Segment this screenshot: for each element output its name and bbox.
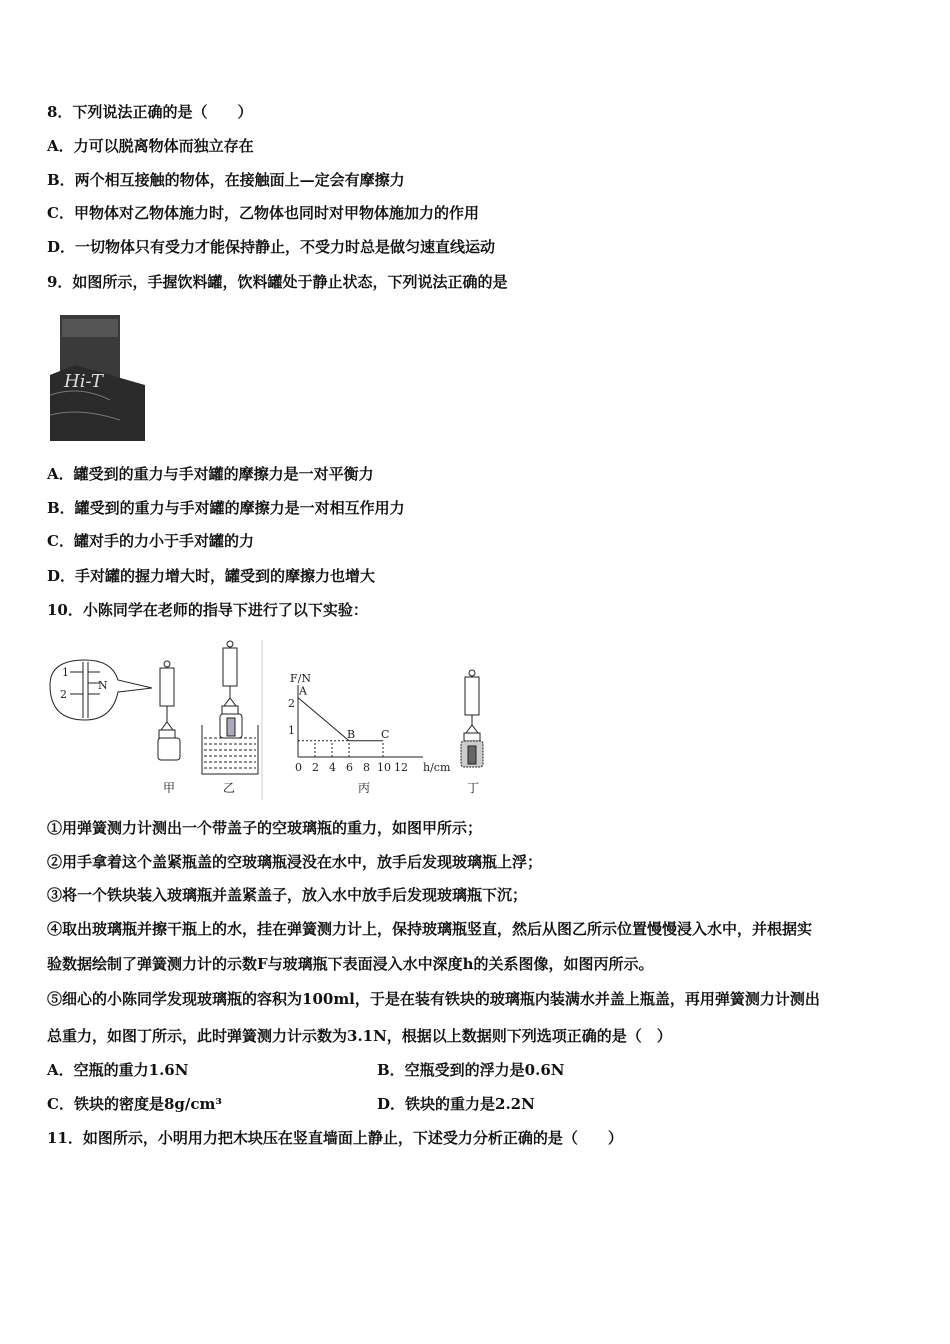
q10-step-5: ⑤细心的小陈同学发现玻璃瓶的容积为100ml，于是在装有铁块的玻璃瓶内装满水并盖上瓶盖，再用弹簧测力计测出 [47,990,820,1008]
q9-option-c: C．罐对手的力小于手对罐的力 [47,532,254,550]
scale-unit-n: N [98,679,108,692]
x-tick-label: 4 [329,761,336,774]
q9-option-a: A．罐受到的重力与手对罐的摩擦力是一对平衡力 [47,465,374,483]
x-tick-label: 10 [377,761,391,774]
q10-step-5-cont: 总重力，如图丁所示，此时弹簧测力计示数为3.1N，根据以上数据则下列选项正确的是（ ） [47,1027,672,1045]
q8-option-a: A．力可以脱离物体而独立存在 [47,137,254,155]
q10-step-4: ④取出玻璃瓶并擦干瓶上的水，挂在弹簧测力计上，保持玻璃瓶竖直，然后从图乙所示位置慢慢浸入水中，并根据实 [47,920,813,938]
q10-option-a: A．空瓶的重力1.6N [47,1061,189,1079]
scale-mark-1: 1 [62,666,69,679]
q10-step-4-cont: 验数据绘制了弹簧测力计的示数F与玻璃瓶下表面浸入水中深度h的关系图像，如图丙所示。 [47,955,654,973]
q10-stem: 10．小陈同学在老师的指导下进行了以下实验： [47,601,368,619]
scale-mark-2: 2 [60,688,67,701]
q11-stem: 11．如图所示，小明用力把木块压在竖直墙面上静止，下述受力分析正确的是（ ） [47,1129,623,1147]
q10-step-3: ③将一个铁块装入玻璃瓶并盖紧盖子，放入水中放手后发现玻璃瓶下沉； [47,886,528,904]
q8-option-b: B．两个相互接触的物体，在接触面上—定会有摩擦力 [47,171,405,189]
q8-option-c: C．甲物体对乙物体施力时，乙物体也同时对甲物体施加力的作用 [47,204,479,222]
q10-option-b: B．空瓶受到的浮力是0.6N [377,1061,565,1079]
experiment-figure [40,640,500,800]
q10-step-2: ②用手拿着这个盖紧瓶盖的空玻璃瓶浸没在水中，放手后发现玻璃瓶上浮； [47,853,543,871]
y-axis-label: F/N [290,672,311,685]
point-label: C [381,727,390,741]
q9-stem: 9．如图所示，手握饮料罐，饮料罐处于静止状态，下列说法正确的是 [47,273,508,291]
x-tick-label: 2 [312,761,319,774]
label-yi: 乙 [223,781,236,795]
x-tick-label: 12 [394,761,408,774]
q9-option-d: D．手对罐的握力增大时，罐受到的摩擦力也增大 [47,567,376,585]
q8-option-d: D．一切物体只有受力才能保持静止，不受力时总是做匀速直线运动 [47,238,496,256]
q10-step-1: ①用弹簧测力计测出一个带盖子的空玻璃瓶的重力，如图甲所示； [47,819,483,837]
spring-scale-yi-icon [220,641,242,738]
spring-scale-jia-icon [158,661,180,760]
q8-stem: 8．下列说法正确的是（ ） [47,103,253,121]
x-tick-label: 8 [363,761,370,774]
q10-option-c: C．铁块的密度是8g/cm³ [47,1095,222,1113]
x-axis-label: h/cm [423,761,451,774]
q10-option-d: D．铁块的重力是2.2N [377,1095,535,1113]
can-logo-text: Hi-T [64,371,103,392]
q9-option-b: B．罐受到的重力与手对罐的摩擦力是一对相互作用力 [47,499,405,517]
point-label: A [299,684,307,698]
y-tick-label: 1 [288,724,295,737]
x-tick-label: 6 [346,761,353,774]
force-line [298,698,383,741]
hand-holding-can-image [50,315,145,441]
x-tick-label: 0 [295,761,302,774]
label-bing: 丙 [358,781,371,795]
y-tick-label: 2 [288,697,295,710]
label-ding: 丁 [467,781,480,795]
spring-scale-ding-icon [461,670,483,767]
label-jia: 甲 [163,781,176,795]
point-label: B [347,727,356,741]
f-h-graph [288,672,451,774]
